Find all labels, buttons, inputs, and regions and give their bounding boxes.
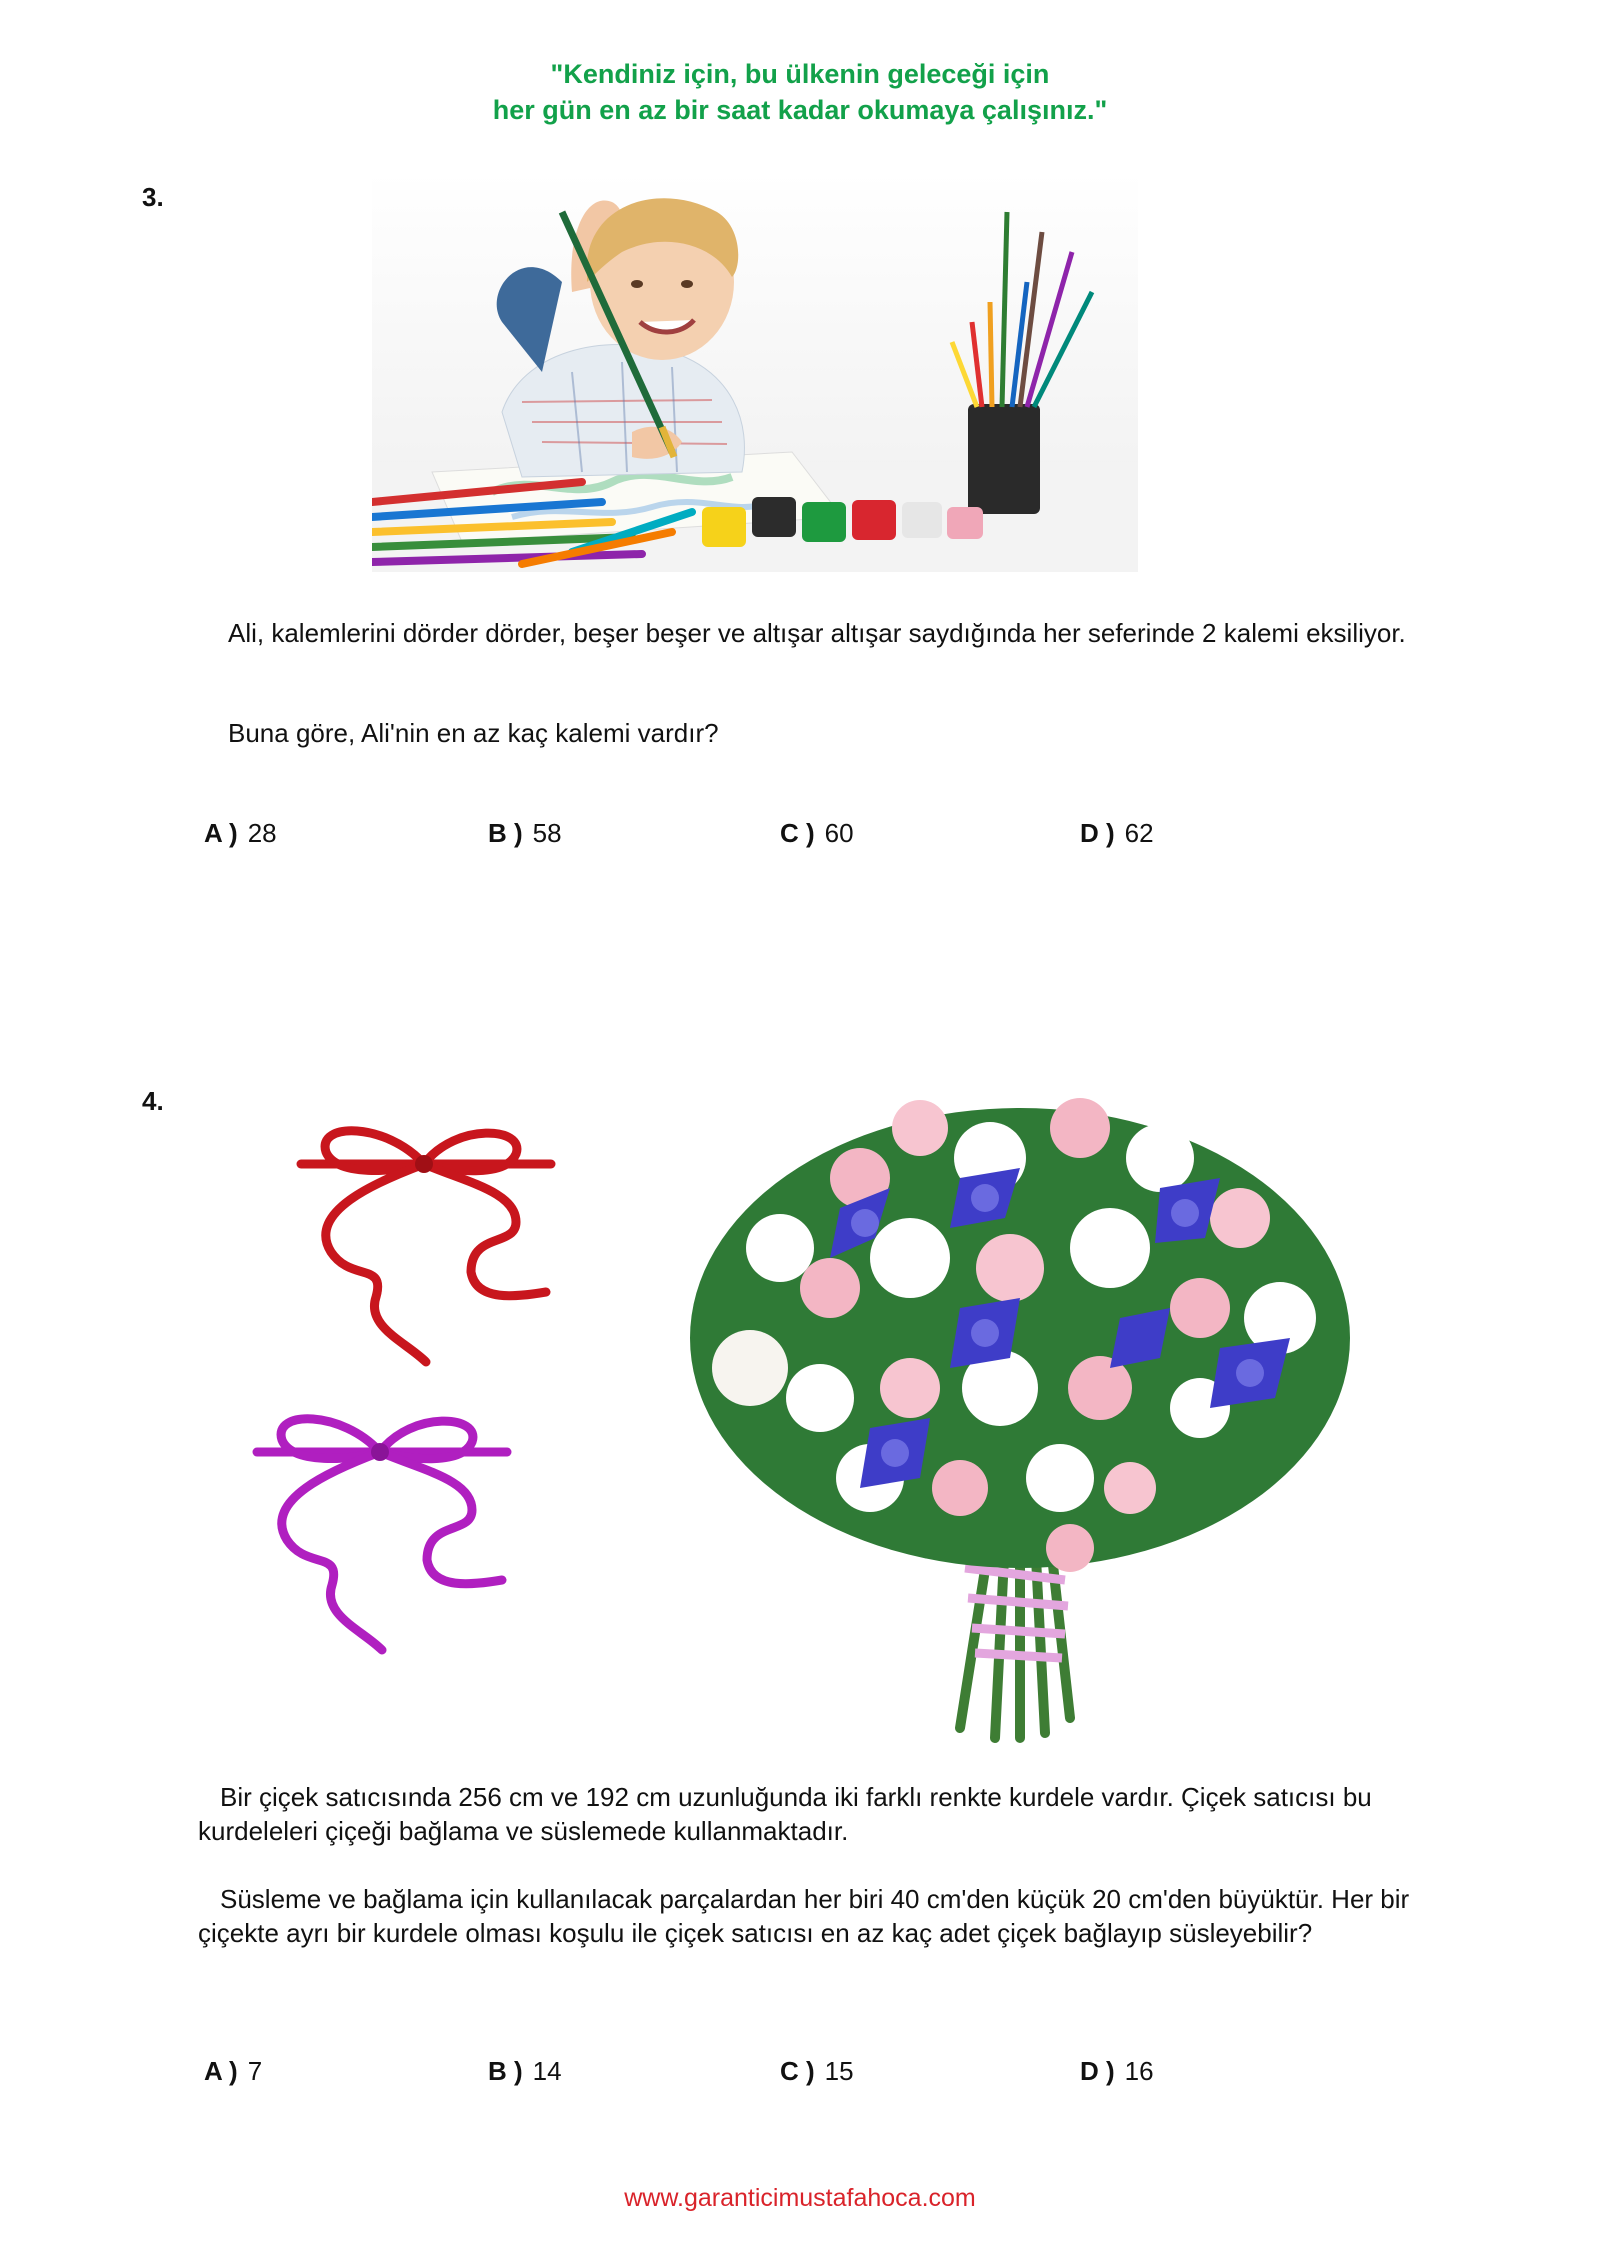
option-a[interactable]: [204, 2056, 262, 2087]
option-value: 15: [824, 2056, 854, 2086]
purple-ribbon-illustration: [252, 1410, 512, 1660]
option-letter: C ): [780, 2056, 815, 2086]
question-3-options: [204, 818, 1404, 858]
option-d[interactable]: [1080, 2056, 1154, 2087]
option-value: 58: [532, 818, 562, 848]
option-letter: B ): [488, 818, 523, 848]
question-4-options: [204, 2056, 1404, 2096]
header-line-2: her gün en az bir saat kadar okumaya çalışınız.": [492, 95, 1108, 125]
option-value: 7: [247, 2056, 263, 2086]
question-4-text: [198, 1780, 1418, 1848]
option-a[interactable]: [204, 818, 277, 849]
option-letter: D ): [1080, 818, 1115, 848]
option-c[interactable]: [780, 818, 854, 849]
option-letter: A ): [204, 818, 238, 848]
option-value: 16: [1124, 2056, 1154, 2086]
question-3-number: 3.: [142, 182, 164, 212]
option-letter: C ): [780, 818, 815, 848]
header-line-1: "Kendiniz için, bu ülkenin geleceği için: [550, 59, 1050, 89]
option-value: 14: [532, 2056, 562, 2086]
option-b[interactable]: [488, 2056, 562, 2087]
option-letter: D ): [1080, 2056, 1115, 2086]
question-4-paragraph-1: Bir çiçek satıcısında 256 cm ve 192 cm uzunluğunda iki farklı renkte kurdele vardır. Çiçek satıcısı bu kurdeleleri çiçeği bağlama ve süslemede kullanmaktadır.: [198, 1782, 1372, 1846]
option-value: 28: [247, 818, 277, 848]
question-4-paragraph-2: Süsleme ve bağlama için kullanılacak parçalardan her biri 40 cm'den küçük 20 cm'den büyüktür. Her bir çiçekte ayrı bir kurdele olması koşulu ile çiçek satıcısı en az kaç adet çiçek bağlayıp süsleyebilir?: [198, 1884, 1410, 1948]
option-value: 62: [1124, 818, 1154, 848]
red-ribbon-illustration: [296, 1122, 556, 1372]
question-4-number: 4.: [142, 1086, 164, 1116]
option-c[interactable]: [780, 2056, 854, 2087]
question-3-text: [198, 616, 1418, 650]
question-3-paragraph-2: Buna göre, Ali'nin en az kaç kalemi vardır?: [228, 718, 719, 748]
option-b[interactable]: [488, 818, 562, 849]
question-3-paragraph-1: Ali, kalemlerini dörder dörder, beşer beşer ve altışar altışar saydığında her seferinde 2 kalemi eksiliyor.: [228, 618, 1406, 648]
boy-painting-illustration: [372, 172, 1138, 572]
option-letter: A ): [204, 2056, 238, 2086]
question-4-prompt: [198, 1882, 1418, 1950]
flower-bouquet-illustration: [660, 1068, 1360, 1748]
option-d[interactable]: [1080, 818, 1154, 849]
footer-website-link[interactable]: www.garanticimustafahoca.com: [624, 2184, 976, 2212]
question-3-prompt: [198, 716, 1418, 750]
option-letter: B ): [488, 2056, 523, 2086]
option-value: 60: [824, 818, 854, 848]
header-quote: [0, 56, 1600, 128]
